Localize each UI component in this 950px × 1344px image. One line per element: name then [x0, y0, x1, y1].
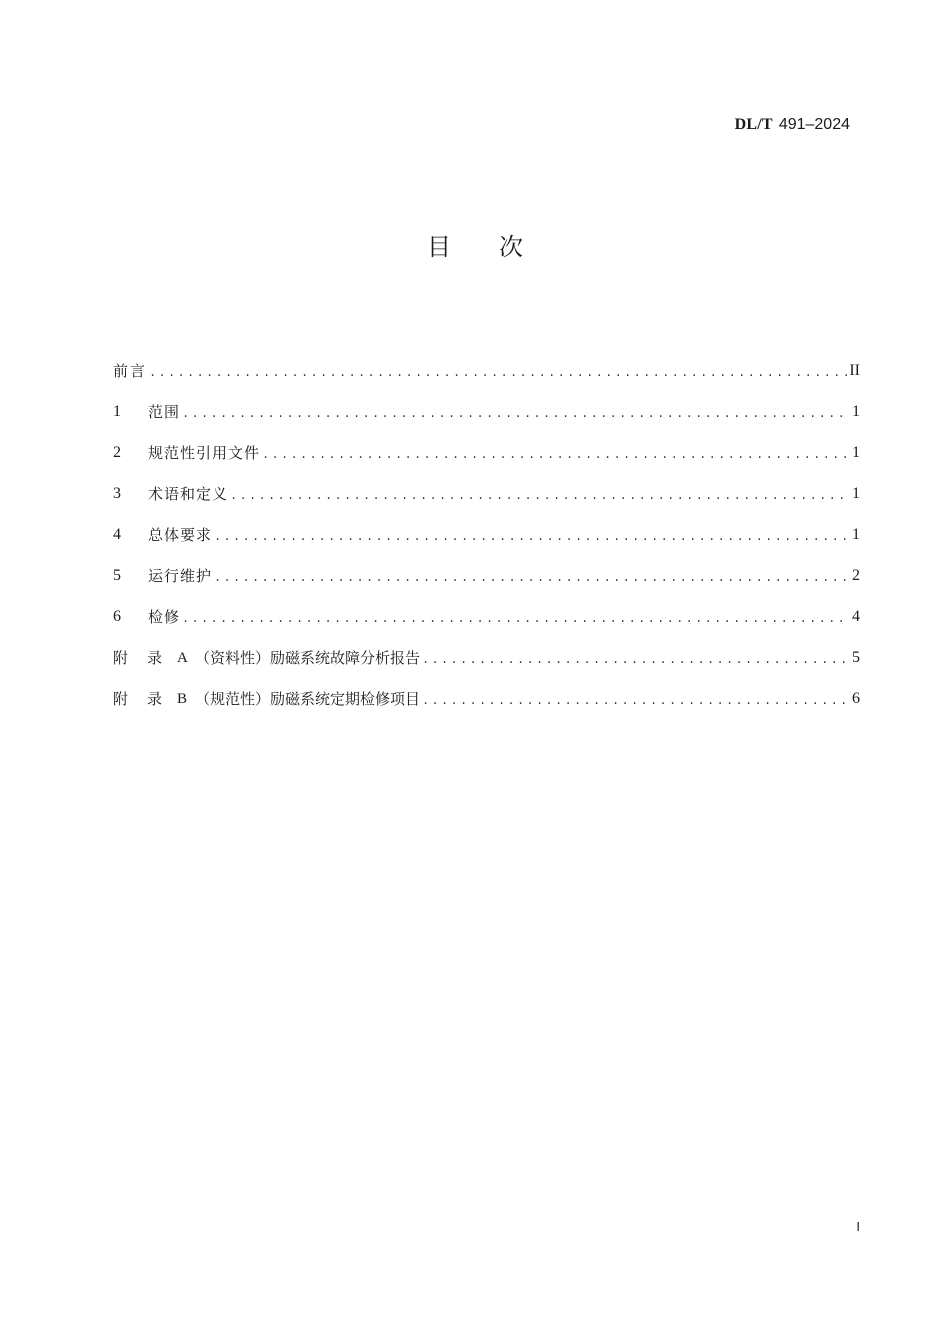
- toc-entry-page: 2: [852, 566, 860, 584]
- toc-entry-number: 5: [113, 566, 121, 584]
- table-of-contents: [113, 350, 860, 719]
- page-title: [0, 232, 950, 262]
- title-char-1: 目: [427, 233, 451, 261]
- toc-entry-scope[interactable]: [113, 391, 860, 432]
- appendix-word-1: 附: [113, 648, 129, 667]
- toc-entry-number: 1: [113, 402, 121, 420]
- toc-entry-page: 1: [852, 484, 860, 502]
- appendix-letter: B: [177, 690, 188, 707]
- toc-entry-number: 2: [113, 443, 121, 461]
- toc-entry-label: 总体要求: [148, 525, 213, 544]
- toc-entry-label: 规范性引用文件: [148, 443, 261, 462]
- toc-entry-overhaul[interactable]: [113, 596, 860, 637]
- standard-number: 491–2024: [778, 116, 850, 133]
- page-number: I: [856, 1219, 860, 1234]
- toc-entry-operation-maintenance[interactable]: [113, 555, 860, 596]
- page-header: [735, 114, 850, 135]
- toc-entry-appendix-b[interactable]: [113, 678, 860, 719]
- dot-leader: [230, 486, 850, 506]
- toc-entry-number: 4: [113, 525, 121, 543]
- standard-code: DL/T: [734, 116, 773, 133]
- dot-leader: [214, 568, 850, 588]
- toc-entry-page: 4: [852, 607, 860, 625]
- toc-entry-appendix-a[interactable]: [113, 637, 860, 678]
- title-char-2: 次: [499, 233, 523, 261]
- toc-entry-number: 3: [113, 484, 121, 502]
- dot-leader: [149, 363, 847, 383]
- toc-entry-label: （资料性）励磁系统故障分析报告: [195, 648, 421, 667]
- toc-entry-normative-references[interactable]: [113, 432, 860, 473]
- toc-entry-foreword[interactable]: [113, 350, 860, 391]
- toc-entry-general-requirements[interactable]: [113, 514, 860, 555]
- toc-entry-page: 1: [852, 525, 860, 543]
- appendix-word-1: 附: [113, 689, 129, 708]
- appendix-word-2: 录: [147, 689, 163, 708]
- dot-leader: [182, 609, 850, 629]
- toc-entry-label: 术语和定义: [148, 484, 229, 503]
- dot-leader: [182, 404, 850, 424]
- toc-entry-label: 检修: [148, 607, 181, 626]
- toc-entry-label: 范围: [148, 402, 181, 421]
- toc-entry-page: 1: [852, 402, 860, 420]
- toc-entry-page: 1: [852, 443, 860, 461]
- toc-entry-label: （规范性）励磁系统定期检修项目: [195, 689, 421, 708]
- appendix-word-2: 录: [147, 648, 163, 667]
- toc-entry-page: 6: [852, 689, 860, 707]
- dot-leader: [214, 527, 850, 547]
- toc-entry-page: II: [849, 361, 860, 379]
- toc-entry-label: 前言: [113, 361, 148, 380]
- dot-leader: [422, 691, 850, 711]
- toc-entry-page: 5: [852, 648, 860, 666]
- toc-entry-label: 运行维护: [148, 566, 213, 585]
- toc-entry-number: 6: [113, 607, 121, 625]
- dot-leader: [262, 445, 850, 465]
- dot-leader: [422, 650, 850, 670]
- toc-entry-terms-definitions[interactable]: [113, 473, 860, 514]
- appendix-letter: A: [177, 649, 188, 666]
